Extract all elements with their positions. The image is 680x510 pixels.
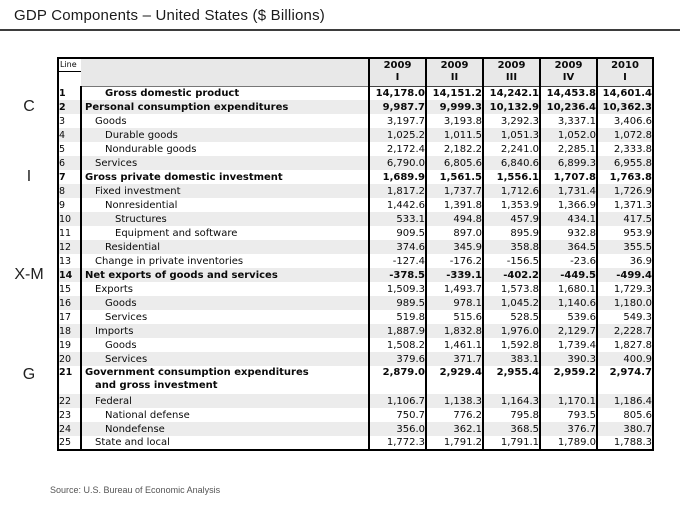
value-cell: 2,955.4 <box>483 366 540 394</box>
component-label: Services <box>81 310 369 324</box>
component-label: Nonresidential <box>81 198 369 212</box>
value-cell: 10,236.4 <box>540 100 597 114</box>
table-row <box>58 394 653 408</box>
value-cell: 9,999.3 <box>426 100 483 114</box>
margin-label-government: G <box>22 366 36 383</box>
period-quarter: II <box>450 72 459 84</box>
value-cell: 345.9 <box>426 240 483 254</box>
value-cell: 1,180.0 <box>597 296 653 310</box>
value-cell: 6,955.8 <box>597 156 653 170</box>
table-row <box>58 170 653 184</box>
table-row <box>58 324 653 338</box>
value-cell: 2,959.2 <box>540 366 597 394</box>
value-cell: 895.9 <box>483 226 540 240</box>
value-cell: 2,929.4 <box>426 366 483 394</box>
value-cell: 1,712.6 <box>483 184 540 198</box>
table-row <box>58 268 653 282</box>
line-number: 7 <box>59 171 66 183</box>
component-label: Goods <box>81 296 369 310</box>
margin-label-net-exports: X-M <box>14 266 44 283</box>
component-label: Nondurable goods <box>81 142 369 156</box>
value-cell: 515.6 <box>426 310 483 324</box>
line-number: 23 <box>59 409 72 421</box>
line-number: 2 <box>59 101 66 113</box>
value-cell: 3,197.7 <box>369 114 426 128</box>
value-cell: 1,051.3 <box>483 128 540 142</box>
value-cell: 1,170.1 <box>540 394 597 408</box>
table-row <box>58 296 653 310</box>
value-cell: 457.9 <box>483 212 540 226</box>
title-underline-rule <box>0 29 680 31</box>
value-cell: 1,045.2 <box>483 296 540 310</box>
value-cell: 539.6 <box>540 310 597 324</box>
line-header-label: Line <box>59 59 81 72</box>
value-cell: 2,241.0 <box>483 142 540 156</box>
value-cell: 1,106.7 <box>369 394 426 408</box>
value-cell: 1,561.5 <box>426 170 483 184</box>
value-cell: 1,493.7 <box>426 282 483 296</box>
line-number: 16 <box>59 297 72 309</box>
value-cell: 2,182.2 <box>426 142 483 156</box>
value-cell: 1,729.3 <box>597 282 653 296</box>
value-cell: 1,011.5 <box>426 128 483 142</box>
value-cell: 3,193.8 <box>426 114 483 128</box>
component-label: Imports <box>81 324 369 338</box>
component-label: Residential <box>81 240 369 254</box>
line-number: 17 <box>59 311 72 323</box>
value-cell: 1,731.4 <box>540 184 597 198</box>
value-cell: 1,592.8 <box>483 338 540 352</box>
line-number: 5 <box>59 143 66 155</box>
value-cell: 1,186.4 <box>597 394 653 408</box>
period-header-2009q1 <box>369 58 426 86</box>
value-cell: -23.6 <box>540 254 597 268</box>
value-cell: 362.1 <box>426 422 483 436</box>
component-label: Fixed investment <box>81 184 369 198</box>
source-note: Source: U.S. Bureau of Economic Analysis <box>50 485 221 495</box>
value-cell: 1,366.9 <box>540 198 597 212</box>
table-row <box>58 184 653 198</box>
table-body <box>58 86 653 450</box>
line-number: 1 <box>59 87 66 99</box>
component-label: Structures <box>81 212 369 226</box>
value-cell: 6,899.3 <box>540 156 597 170</box>
component-label: Durable goods <box>81 128 369 142</box>
value-cell: 932.8 <box>540 226 597 240</box>
component-label: Nondefense <box>81 422 369 436</box>
value-cell: 1,887.9 <box>369 324 426 338</box>
value-cell: 14,178.0 <box>369 86 426 100</box>
line-number: 24 <box>59 423 72 435</box>
period-year: 2009 <box>497 60 526 72</box>
value-cell: 6,790.0 <box>369 156 426 170</box>
value-cell: 1,789.0 <box>540 436 597 450</box>
value-cell: -402.2 <box>483 268 540 282</box>
value-cell: 380.7 <box>597 422 653 436</box>
value-cell: 14,601.4 <box>597 86 653 100</box>
line-number: 9 <box>59 199 66 211</box>
value-cell: 909.5 <box>369 226 426 240</box>
line-number: 6 <box>59 157 66 169</box>
value-cell: 533.1 <box>369 212 426 226</box>
value-cell: 494.8 <box>426 212 483 226</box>
value-cell: 2,129.7 <box>540 324 597 338</box>
period-year: 2009 <box>440 60 469 72</box>
line-number: 18 <box>59 325 72 337</box>
line-number: 19 <box>59 339 72 351</box>
component-label: Net exports of goods and services <box>81 268 369 282</box>
table-row <box>58 366 653 394</box>
value-cell: 9,987.7 <box>369 100 426 114</box>
value-cell: 1,556.1 <box>483 170 540 184</box>
margin-label-investment: I <box>26 168 32 185</box>
value-cell: 2,333.8 <box>597 142 653 156</box>
value-cell: 1,832.8 <box>426 324 483 338</box>
component-label: Equipment and software <box>81 226 369 240</box>
value-cell: 897.0 <box>426 226 483 240</box>
value-cell: -176.2 <box>426 254 483 268</box>
table-row <box>58 310 653 324</box>
value-cell: 6,840.6 <box>483 156 540 170</box>
table-row <box>58 422 653 436</box>
component-label: National defense <box>81 408 369 422</box>
value-cell: -127.4 <box>369 254 426 268</box>
value-cell: 3,292.3 <box>483 114 540 128</box>
table-row <box>58 142 653 156</box>
value-cell: 383.1 <box>483 352 540 366</box>
page-title: GDP Components – United States ($ Billions) <box>14 7 325 24</box>
line-number: 14 <box>59 269 73 281</box>
table-row <box>58 282 653 296</box>
value-cell: 1,788.3 <box>597 436 653 450</box>
table-row <box>58 156 653 170</box>
value-cell: 379.6 <box>369 352 426 366</box>
value-cell: 400.9 <box>597 352 653 366</box>
value-cell: 1,763.8 <box>597 170 653 184</box>
value-cell: 1,739.4 <box>540 338 597 352</box>
value-cell: -339.1 <box>426 268 483 282</box>
table-row <box>58 100 653 114</box>
component-label: Federal <box>81 394 369 408</box>
component-label: Gross private domestic investment <box>81 170 369 184</box>
line-number: 3 <box>59 115 66 127</box>
line-number: 21 <box>59 367 73 378</box>
gdp-table <box>57 57 654 451</box>
table-row <box>58 436 653 450</box>
value-cell: 14,453.8 <box>540 86 597 100</box>
value-cell: 1,791.2 <box>426 436 483 450</box>
value-cell: 978.1 <box>426 296 483 310</box>
period-header-2009q3 <box>483 58 540 86</box>
value-cell: 374.6 <box>369 240 426 254</box>
value-cell: 1,772.3 <box>369 436 426 450</box>
component-label: Services <box>81 156 369 170</box>
value-cell: 953.9 <box>597 226 653 240</box>
component-label: Services <box>81 352 369 366</box>
value-cell: 1,817.2 <box>369 184 426 198</box>
value-cell: 1,353.9 <box>483 198 540 212</box>
value-cell: 368.5 <box>483 422 540 436</box>
period-year: 2009 <box>383 60 412 72</box>
value-cell: -378.5 <box>369 268 426 282</box>
value-cell: 434.1 <box>540 212 597 226</box>
value-cell: 1,391.8 <box>426 198 483 212</box>
table-row <box>58 352 653 366</box>
line-number: 20 <box>59 353 72 365</box>
line-number: 13 <box>59 255 72 267</box>
value-cell: 14,151.2 <box>426 86 483 100</box>
value-cell: 519.8 <box>369 310 426 324</box>
line-number: 11 <box>59 227 72 239</box>
component-label: Exports <box>81 282 369 296</box>
line-number: 4 <box>59 129 66 141</box>
table-row <box>58 408 653 422</box>
period-quarter: IV <box>562 72 575 84</box>
value-cell: 750.7 <box>369 408 426 422</box>
value-cell: 36.9 <box>597 254 653 268</box>
component-label: Goods <box>81 114 369 128</box>
table-row <box>58 114 653 128</box>
component-column-header <box>81 58 369 86</box>
value-cell: 549.3 <box>597 310 653 324</box>
value-cell: 805.6 <box>597 408 653 422</box>
margin-label-consumption: C <box>23 98 35 115</box>
table-row <box>58 254 653 268</box>
value-cell: 1,140.6 <box>540 296 597 310</box>
value-cell: 2,285.1 <box>540 142 597 156</box>
table-row <box>58 212 653 226</box>
line-number: 8 <box>59 185 66 197</box>
value-cell: 2,879.0 <box>369 366 426 394</box>
component-label: Government consumption expenditures and gross investment <box>81 366 369 394</box>
value-cell: 1,827.8 <box>597 338 653 352</box>
gdp-table-container <box>57 57 654 451</box>
value-cell: 1,052.0 <box>540 128 597 142</box>
value-cell: 1,680.1 <box>540 282 597 296</box>
value-cell: 417.5 <box>597 212 653 226</box>
value-cell: -499.4 <box>597 268 653 282</box>
component-label: State and local <box>81 436 369 450</box>
value-cell: 989.5 <box>369 296 426 310</box>
value-cell: 776.2 <box>426 408 483 422</box>
component-label: Gross domestic product <box>81 86 369 100</box>
value-cell: 1,025.2 <box>369 128 426 142</box>
period-header-2009q4 <box>540 58 597 86</box>
value-cell: 1,138.3 <box>426 394 483 408</box>
table-row <box>58 128 653 142</box>
table-row <box>58 240 653 254</box>
table-header-row <box>58 58 653 86</box>
line-column-header <box>58 58 81 86</box>
value-cell: 364.5 <box>540 240 597 254</box>
value-cell: 1,164.3 <box>483 394 540 408</box>
table-row <box>58 226 653 240</box>
value-cell: 376.7 <box>540 422 597 436</box>
line-number: 25 <box>59 437 72 448</box>
value-cell: 10,362.3 <box>597 100 653 114</box>
value-cell: 2,172.4 <box>369 142 426 156</box>
line-number: 12 <box>59 241 72 253</box>
period-quarter: III <box>505 72 518 84</box>
value-cell: 3,406.6 <box>597 114 653 128</box>
period-quarter: I <box>395 72 400 84</box>
value-cell: 1,508.2 <box>369 338 426 352</box>
value-cell: 371.7 <box>426 352 483 366</box>
value-cell: 1,689.9 <box>369 170 426 184</box>
component-label: Personal consumption expenditures <box>81 100 369 114</box>
value-cell: 1,573.8 <box>483 282 540 296</box>
value-cell: 528.5 <box>483 310 540 324</box>
period-header-2009q2 <box>426 58 483 86</box>
period-year: 2010 <box>611 60 639 72</box>
value-cell: 1,371.3 <box>597 198 653 212</box>
period-quarter: I <box>623 72 627 84</box>
value-cell: 1,461.1 <box>426 338 483 352</box>
line-number: 10 <box>59 213 72 225</box>
value-cell: 3,337.1 <box>540 114 597 128</box>
value-cell: 358.8 <box>483 240 540 254</box>
value-cell: 1,726.9 <box>597 184 653 198</box>
value-cell: 356.0 <box>369 422 426 436</box>
value-cell: 793.5 <box>540 408 597 422</box>
value-cell: 2,974.7 <box>597 366 653 394</box>
value-cell: 795.8 <box>483 408 540 422</box>
table-row <box>58 86 653 100</box>
value-cell: 390.3 <box>540 352 597 366</box>
value-cell: 2,228.7 <box>597 324 653 338</box>
period-year: 2009 <box>554 60 583 72</box>
value-cell: 1,509.3 <box>369 282 426 296</box>
value-cell: 1,791.1 <box>483 436 540 450</box>
value-cell: 14,242.1 <box>483 86 540 100</box>
component-label: Change in private inventories <box>81 254 369 268</box>
line-number: 22 <box>59 395 72 407</box>
value-cell: 10,132.9 <box>483 100 540 114</box>
value-cell: -156.5 <box>483 254 540 268</box>
component-label: Goods <box>81 338 369 352</box>
table-row <box>58 198 653 212</box>
line-number: 15 <box>59 283 72 295</box>
value-cell: 355.5 <box>597 240 653 254</box>
value-cell: 1,976.0 <box>483 324 540 338</box>
value-cell: 1,707.8 <box>540 170 597 184</box>
table-row <box>58 338 653 352</box>
value-cell: -449.5 <box>540 268 597 282</box>
value-cell: 1,442.6 <box>369 198 426 212</box>
value-cell: 6,805.6 <box>426 156 483 170</box>
value-cell: 1,737.7 <box>426 184 483 198</box>
period-header-2010q1 <box>597 58 653 86</box>
value-cell: 1,072.8 <box>597 128 653 142</box>
